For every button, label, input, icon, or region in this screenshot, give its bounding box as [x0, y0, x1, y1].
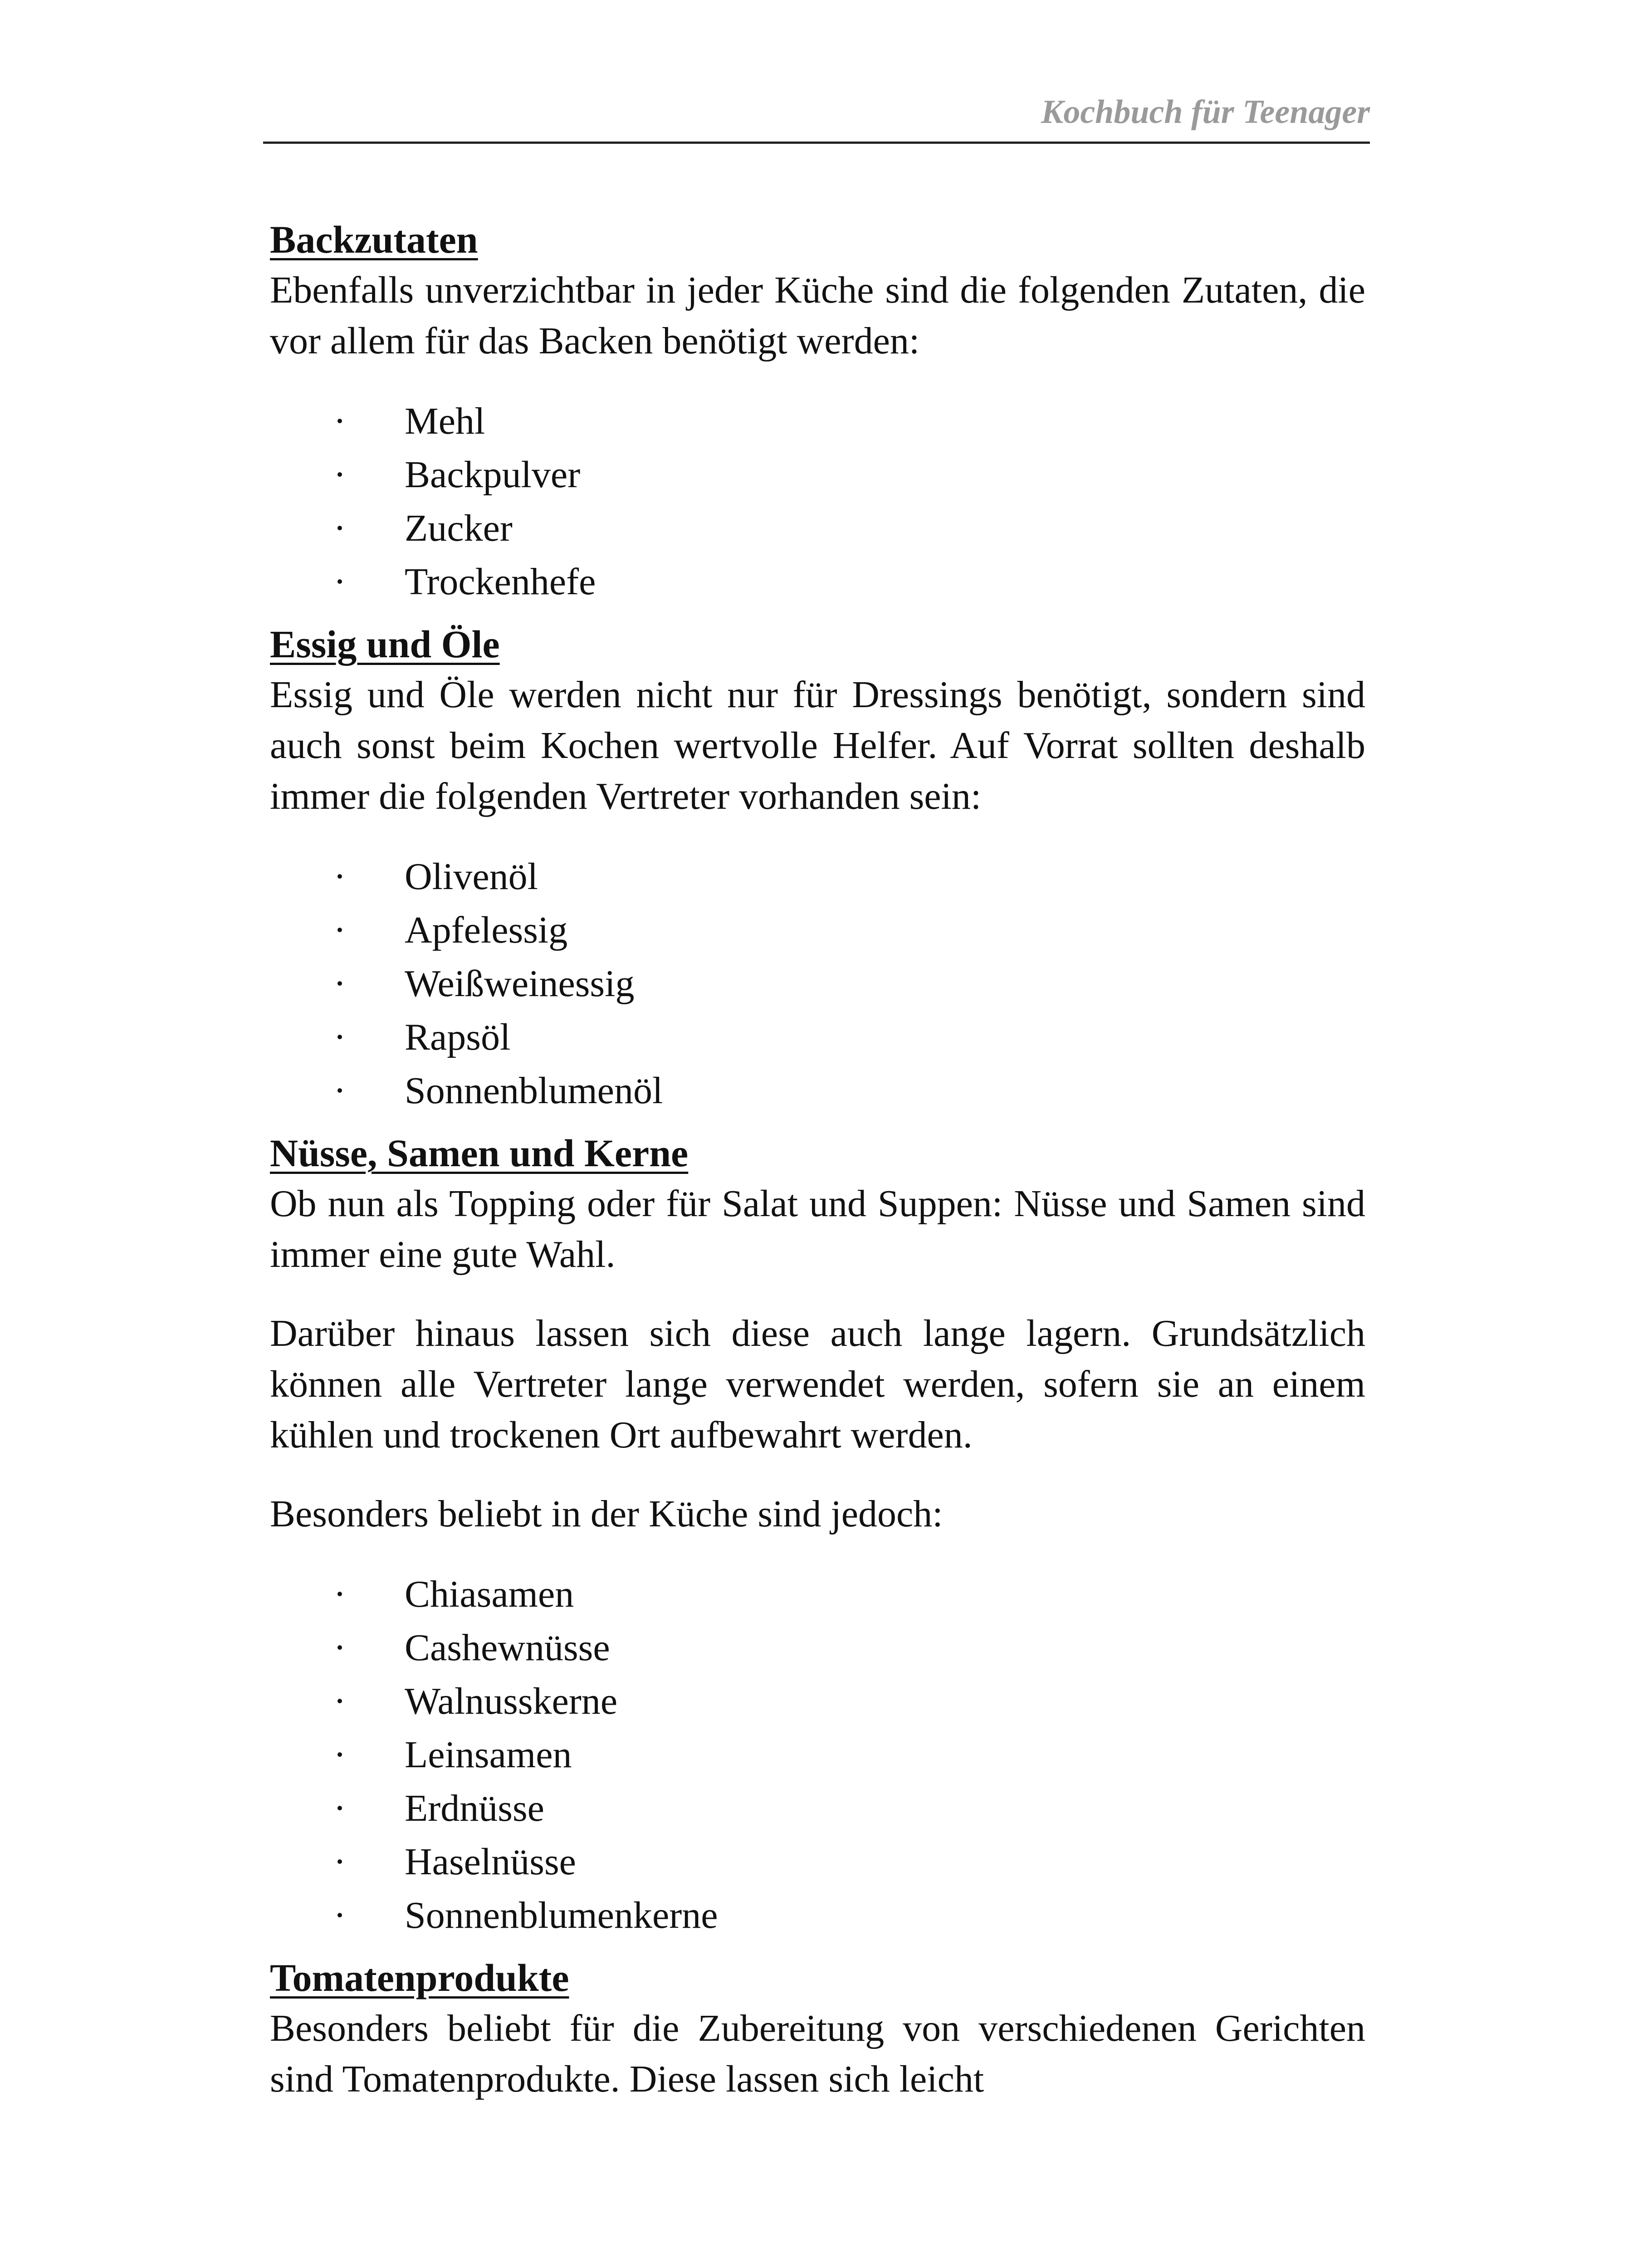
bullet-icon: ·	[333, 1894, 346, 1936]
list-item-label: Zucker	[405, 507, 513, 549]
list-item-label: Weißweinessig	[405, 963, 635, 1005]
list-item-label: Trockenhefe	[405, 561, 596, 603]
list-item	[270, 1835, 1365, 1889]
running-header-title: Kochbuch für Teenager	[1041, 93, 1370, 131]
section-heading: Essig und Öle	[270, 622, 500, 666]
bullet-icon: ·	[333, 1627, 346, 1669]
page-body	[270, 214, 1365, 2105]
bullet-icon: ·	[333, 1734, 346, 1776]
list-item	[270, 1889, 1365, 1942]
paragraph: Besonders beliebt für die Zubereitung von verschiedenen Gerichten sind Tomatenprodukte. Diese lassen sich leicht	[270, 2007, 1365, 2100]
list-item	[270, 448, 1365, 502]
bullet-icon: ·	[333, 1787, 346, 1829]
paragraph: Besonders beliebt in der Küche sind jedoch:	[270, 1493, 943, 1535]
section-backzutaten	[270, 214, 1365, 609]
list-item-label: Leinsamen	[405, 1734, 572, 1776]
bullet-icon: ·	[333, 1070, 346, 1112]
list-item-label: Cashewnüsse	[405, 1627, 610, 1669]
bullet-icon: ·	[333, 561, 346, 603]
bullet-icon: ·	[333, 400, 346, 442]
section-essig-und-oele	[270, 619, 1365, 1118]
list-item	[270, 850, 1365, 904]
list-item	[270, 957, 1365, 1011]
list-item	[270, 1011, 1365, 1064]
list-item	[270, 1675, 1365, 1728]
list-item-label: Erdnüsse	[405, 1787, 544, 1829]
bullet-icon: ·	[333, 1016, 346, 1058]
list-item-label: Chiasamen	[405, 1573, 574, 1615]
list-item	[270, 1728, 1365, 1782]
bullet-list	[270, 850, 1365, 1118]
section-tomatenprodukte	[270, 1952, 1365, 2105]
list-item	[270, 502, 1365, 555]
list-item	[270, 395, 1365, 448]
paragraph: Essig und Öle werden nicht nur für Dressings benötigt, sondern sind auch sonst beim Kochen wertvolle Helfer. Auf Vorrat sollten deshalb immer die folgenden Vertreter vorhanden sein:	[270, 674, 1365, 817]
section-heading: Backzutaten	[270, 218, 478, 261]
paragraph: Darüber hinaus lassen sich diese auch lange lagern. Grundsätzlich können alle Vertreter lange verwendet werden, sofern sie an einem kühlen und trockenen Ort aufbewahrt werden.	[270, 1312, 1365, 1456]
list-item-label: Olivenöl	[405, 855, 538, 898]
list-item	[270, 1568, 1365, 1621]
list-item-label: Haselnüsse	[405, 1841, 576, 1883]
bullet-icon: ·	[333, 507, 346, 549]
header-rule	[263, 142, 1370, 144]
list-item	[270, 1064, 1365, 1118]
paragraph: Ob nun als Topping oder für Salat und Suppen: Nüsse und Samen sind immer eine gute Wahl.	[270, 1183, 1365, 1276]
bullet-icon: ·	[333, 963, 346, 1005]
bullet-icon: ·	[333, 1841, 346, 1883]
list-item-label: Mehl	[405, 400, 485, 442]
bullet-icon: ·	[333, 1573, 346, 1615]
bullet-icon: ·	[333, 454, 346, 496]
bullet-icon: ·	[333, 855, 346, 898]
bullet-icon: ·	[333, 909, 346, 951]
list-item-label: Apfelessig	[405, 909, 568, 951]
bullet-icon: ·	[333, 1680, 346, 1722]
list-item-label: Rapsöl	[405, 1016, 511, 1058]
list-item	[270, 1621, 1365, 1675]
section-heading: Tomatenprodukte	[270, 1956, 569, 1999]
list-item	[270, 1782, 1365, 1835]
list-item-label: Walnusskerne	[405, 1680, 618, 1722]
list-item-label: Sonnenblumenkerne	[405, 1894, 718, 1936]
bullet-list	[270, 395, 1365, 609]
bullet-list	[270, 1568, 1365, 1942]
list-item	[270, 904, 1365, 957]
list-item	[270, 555, 1365, 609]
section-nuesse-samen-kerne	[270, 1128, 1365, 1942]
list-item-label: Backpulver	[405, 454, 581, 496]
list-item-label: Sonnenblumenöl	[405, 1070, 663, 1112]
section-heading: Nüsse, Samen und Kerne	[270, 1131, 689, 1175]
paragraph: Ebenfalls unverzichtbar in jeder Küche sind die folgenden Zutaten, die vor allem für das Backen benötigt werden:	[270, 269, 1365, 362]
